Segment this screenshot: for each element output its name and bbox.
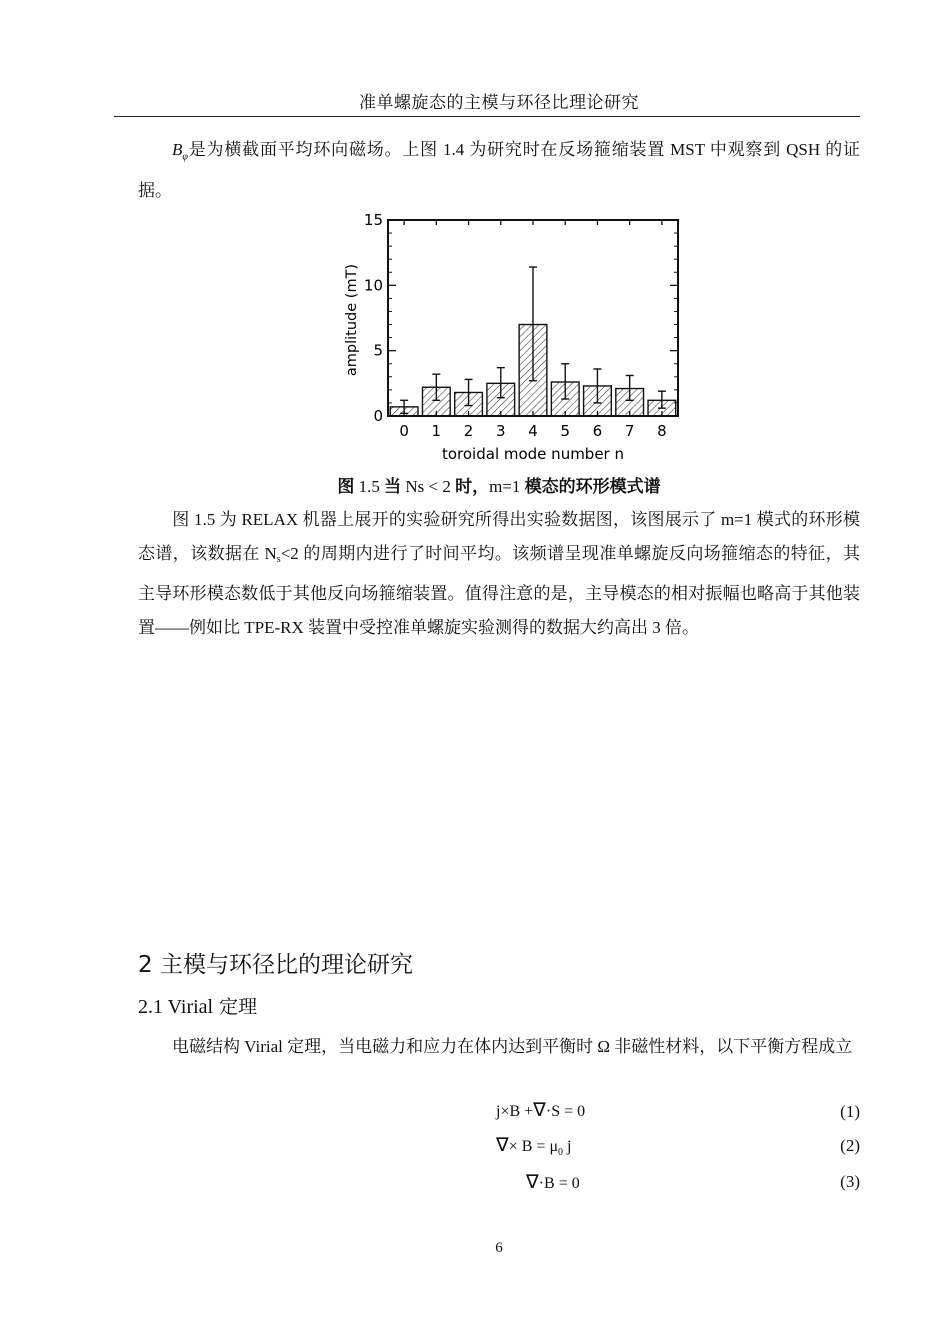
x-tick-label-5: 5: [560, 422, 570, 440]
b-phi-symbol: $B_\varphi$: [172, 140, 188, 163]
x-axis-label: toroidal mode number n: [441, 445, 625, 463]
section-heading: 2 主模与环径比的理论研究: [138, 952, 413, 978]
equation-3-number: (3): [840, 1172, 860, 1191]
x-tick-label-4: 4: [528, 422, 538, 440]
page-number: 6: [495, 1240, 503, 1256]
equation-2-number: (2): [840, 1136, 860, 1155]
x-tick-label-2: 2: [463, 422, 474, 440]
equation-3: ∇·B = 0: [526, 1172, 580, 1193]
x-tick-label-7: 7: [624, 422, 635, 440]
header-rule: [114, 116, 860, 117]
x-tick-label-8: 8: [657, 422, 667, 440]
x-tick-label-3: 3: [496, 422, 506, 440]
y-tick-label-10: 10: [363, 276, 383, 295]
running-header: 准单螺旋态的主模与环径比理论研究: [359, 93, 639, 112]
y-tick-label-0: 0: [373, 407, 383, 425]
y-tick-label-5: 5: [373, 341, 383, 360]
equation-1-number: (1): [840, 1102, 860, 1121]
body-paragraph-1: 图 1.5 为 RELAX 机器上展开的实验研究所得出实验数据图，该图展示了 m=1 模式的环形模态谱，该数据在 Ns<2 的周期内进行了时间平均。该频谱呈现准单螺旋反向场箍缩态的特征，其主导环形模态数低于其他反向场箍缩装置。值得注意的是，主导模态的相对振幅也略高于其他装置——例如比 TPE-RX 装置中受控准单螺旋实验测得的数据大约高出 3 倍。: [138, 510, 860, 637]
y-axis-label: amplitude (mT): [344, 263, 360, 377]
x-tick-label-0: 0: [399, 422, 409, 440]
intro-text: 是为横截面平均环向磁场。上图 1.4 为研究时在反场箍缩装置 MST 中观察到 QSH 的证据。: [138, 140, 860, 201]
figure-toroidal-spectrum: [330, 208, 690, 470]
equation-2: ∇× $B = \mu_0$ j: [496, 1135, 572, 1159]
x-tick-label-1: 1: [431, 422, 442, 440]
subsection-heading: 2.1 Virial 定理: [138, 996, 258, 1018]
figure-caption: 图 1.5 当 Ns < 2 时，m=1 模态的环形模式谱: [337, 477, 661, 496]
x-tick-label-6: 6: [592, 422, 603, 440]
body-paragraph-2: 电磁结构 Virial 定理，当电磁力和应力在体内达到平衡时 Ω 非磁性材料，以下平衡方程成立: [172, 1037, 853, 1056]
equation-1: j×B +∇·S = 0: [496, 1100, 586, 1121]
intro-paragraph: [138, 133, 860, 208]
y-tick-label-15: 15: [363, 211, 383, 229]
bar-chart: [330, 208, 690, 470]
